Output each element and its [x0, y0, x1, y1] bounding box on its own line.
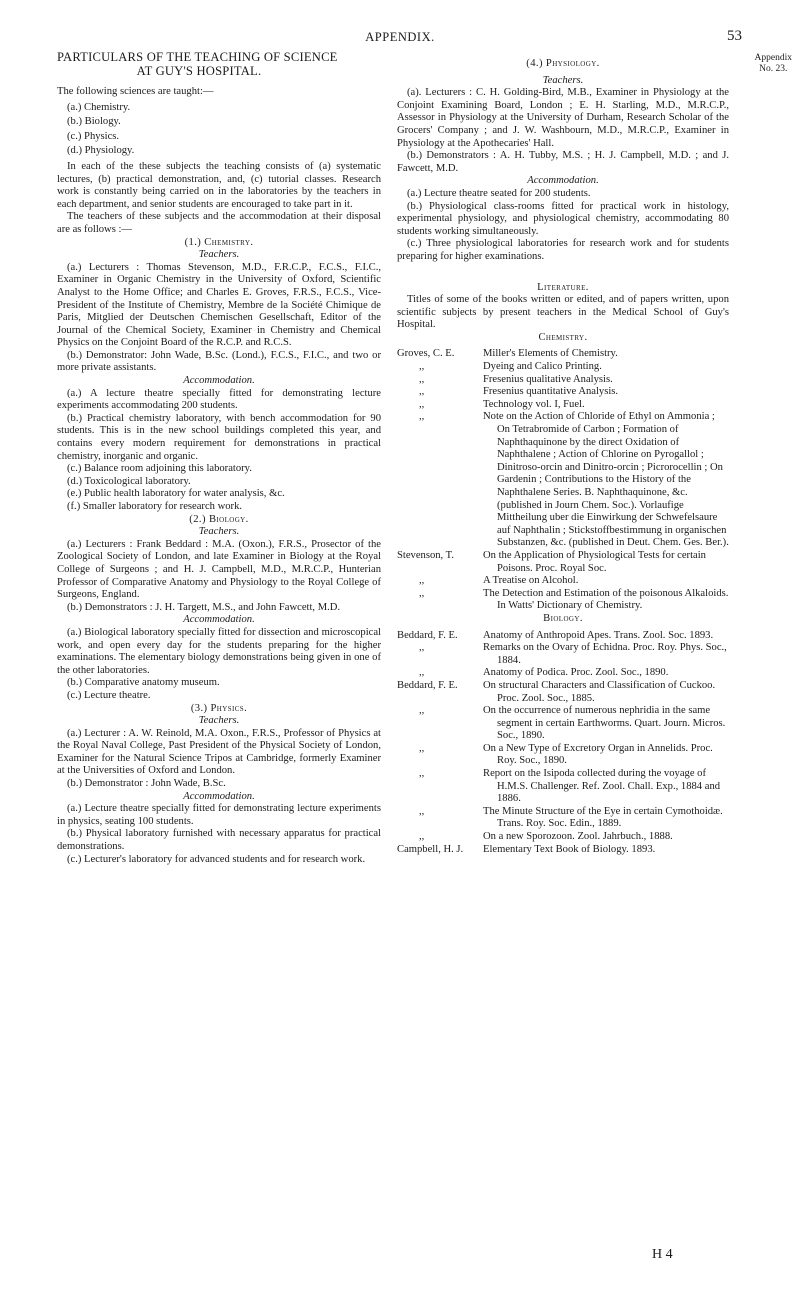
paragraph: (a.) Lecturers : Frank Beddard : M.A. (Oxon.), F.R.S., Prosector of the Zoological Society of London, and late Examiner in Biology at the Royal College of Surgeons ; and H. J. Campbell, M.D., M.R.C.P., Hunterian Professor of Comparative Anatomy and Physiology to the Royal College of Surgeons, England.	[57, 538, 381, 601]
list-item	[397, 768, 729, 806]
ref-title: On the occurrence of numerous nephridia in the same segment in certain Earthworms. Quart. Journ. Micros. Soc., 1890.	[483, 705, 726, 742]
list-item	[397, 588, 729, 613]
ref-author: Campbell, H. J.	[397, 843, 464, 855]
ref-author: ,,	[419, 742, 425, 754]
ref-author: ,,	[419, 373, 425, 385]
list-item: (d.) Physiology.	[67, 145, 135, 157]
list-item: (b.) Biology.	[67, 116, 121, 128]
section-heading-physiology: (4.) Physiology.	[526, 58, 600, 69]
list-item	[397, 575, 729, 588]
ref-title: Elementary Text Book of Biology. 1893.	[483, 843, 656, 855]
paragraph: (a.) Lecture theatre specially fitted for demonstrating lecture experiments in physics, seating 100 students.	[57, 803, 381, 827]
ref-title: A Treatise on Alcohol.	[483, 575, 579, 587]
section-heading-literature: Literature.	[537, 281, 589, 293]
ref-author: ,,	[419, 667, 425, 679]
subheading-teachers: Teachers.	[542, 74, 584, 86]
chemistry-references	[397, 348, 729, 612]
paragraph: (b.) Comparative anatomy museum.	[67, 677, 220, 689]
ref-title: Fresenius quantitative Analysis.	[483, 386, 619, 398]
paragraph: (e.) Public health laboratory for water analysis, &c.	[67, 488, 285, 500]
paragraph: (a.) Lecturer : A. W. Reinold, M.A. Oxon., F.R.S., Professor of Physics at the Royal Naval College, Past President of the Physical Society of London, Examiner for the Natural Science Tripos at Cambridge, formerly Examiner at the Universities of Oxford and London.	[57, 727, 381, 777]
paragraph: The teachers of these subjects and the accommodation at their disposal are as follows :—	[57, 211, 381, 235]
list-item	[397, 831, 729, 844]
list-item	[397, 642, 729, 667]
subheading-accommodation: Accommodation.	[183, 614, 255, 626]
ref-title: The Minute Structure of the Eye in certain Cymothoidæ. Trans. Roy. Soc. Edin., 1889.	[483, 805, 723, 830]
ref-author: Beddard, F. E.	[397, 629, 458, 641]
subheading-biology-literature: Biology.	[543, 612, 583, 624]
subheading-teachers: Teachers.	[198, 526, 240, 538]
section-heading-biology: (2.) Biology.	[189, 513, 249, 525]
section-heading-physics: (3.) Physics.	[190, 702, 248, 714]
ref-author: ,,	[419, 411, 425, 423]
ref-title: Fresenius qualitative Analysis.	[483, 373, 613, 385]
paragraph: (c.) Lecture theatre.	[67, 689, 151, 701]
ref-title: Miller's Elements of Chemistry.	[483, 348, 618, 360]
ref-author: ,,	[419, 642, 425, 654]
paragraph: (b.) Demonstrator: John Wade, B.Sc. (Lond.), F.C.S., F.I.C., and two or more private assistants.	[57, 349, 381, 374]
subheading-chemistry-literature: Chemistry.	[538, 331, 588, 343]
list-item	[397, 806, 729, 831]
paragraph: (c.) Balance room adjoining this laboratory.	[67, 463, 252, 475]
ref-author: Groves, C. E.	[397, 348, 455, 360]
list-item	[397, 411, 729, 550]
list-item	[397, 550, 729, 575]
ref-author: ,,	[419, 768, 425, 780]
paragraph: (b.) Physiological class-rooms fitted for practical work in histology, experimental physiology, and physiological chemistry, accommodating 80 students working simultaneously.	[397, 200, 729, 237]
paragraph: (d.) Toxicological laboratory.	[67, 475, 191, 487]
ref-title: Note on the Action of Chloride of Ethyl on Ammonia ; On Tetrabromide of Carbon ; Formation of Naphthaquinone by the direct Oxidation of Naphthalene ; Action of Chlorine on Pyrogallol ; Dinitroso-orcin and Dinitro-orcin ; Picrorocellin ; On Gardenin ; Contributions to the History of the Naphthalene Series. B. Naphthaquinone, &c. (published in Journ Chem. Soc.). Vorlaufige Mittheilung uber die Einwirkung der Schwefelsaure auf Naphthalin ; Stickstoffbestimmung in organischen Substanzen, &c. (published in Deut. Chem. Ges. Ber.).	[483, 411, 729, 549]
list-item	[397, 348, 729, 361]
ref-author: ,,	[419, 361, 425, 373]
ref-author: ,,	[419, 705, 425, 717]
ref-title: Anatomy of Podica. Proc. Zool. Soc., 1890.	[483, 667, 669, 679]
paragraph: (b.) Practical chemistry laboratory, with bench accommodation for 90 students. This is in the new school buildings completed this year, and contains every modern requirement for demonstrations in practical chemistry, inorganic and organic.	[57, 412, 381, 462]
intro-text: The following sciences are taught:—	[57, 86, 214, 97]
paragraph: (c.) Lecturer's laboratory for advanced students and for research work.	[67, 853, 366, 865]
ref-title: On a New Type of Excretory Organ in Annelids. Proc. Roy. Soc., 1890.	[483, 742, 713, 767]
list-item	[397, 705, 729, 743]
list-item	[397, 374, 729, 387]
list-item: (c.) Physics.	[67, 130, 120, 142]
paragraph: (b.) Demonstrator : John Wade, B.Sc.	[67, 778, 226, 790]
list-item	[397, 667, 729, 680]
subheading-teachers: Teachers.	[198, 715, 240, 727]
biology-references	[397, 630, 729, 857]
paragraph: (a). Lecturers : C. H. Golding-Bird, M.B., Examiner in Physiology at the Conjoint Examining Board, London ; E. H. Starling, M.D., M.R.C.P., Assessor in Physiology at the University of Durham, Research Scholar of the Grocers' Company ; and J. W. Washbourn, M.D., M.R.C.P., Examiner in Physiology at the Apothecaries' Hall.	[397, 87, 729, 149]
paragraph: (a.) A lecture theatre specially fitted for demonstrating lecture experiments accommodating 200 students.	[57, 387, 381, 412]
list-item	[397, 630, 729, 643]
right-column	[397, 58, 729, 856]
ref-title: Technology vol. I, Fuel.	[483, 398, 585, 410]
paragraph: (a.) Biological laboratory specially fitted for dissection and microscopical work, and open every day for the students preparing for the higher examinations. The elementary biology demonstrations being given in one of the other laboratories.	[57, 626, 381, 676]
ref-author: ,,	[419, 386, 425, 398]
list-item	[397, 844, 729, 857]
margin-note	[755, 53, 792, 75]
ref-author: ,,	[419, 831, 425, 843]
section-heading-chemistry: (1.) Chemistry.	[184, 236, 254, 248]
ref-title: On the Application of Physiological Tests for certain Poisons. Proc. Royal Soc.	[483, 549, 706, 574]
article-title-line-2: AT GUY'S HOSPITAL.	[136, 64, 262, 78]
ref-title: On structural Characters and Classification of Cuckoo. Proc. Zool. Soc., 1885.	[483, 679, 716, 704]
paragraph: (c.) Three physiological laboratories for research work and for students preparing for higher examinations.	[397, 238, 729, 262]
ref-title: Report on the Isipoda collected during the voyage of H.M.S. Challenger. Ref. Zool. Chall. Exp., 1884 and 1886.	[483, 768, 721, 805]
margin-note-line-2: No. 23.	[759, 64, 788, 74]
ref-title: The Detection and Estimation of the poisonous Alkaloids. In Watts' Dictionary of Chemistry.	[483, 587, 729, 612]
paragraph: (a.) Lecturers : Thomas Stevenson, M.D., F.R.C.P., F.C.S., F.I.C., Examiner in Organic Chemistry in the University of Oxford, Scientific Analyst to the Home Office; and Charles E. Groves, F.R.S., F.C.S., Vice-President of the Institute of Chemistry, Membre de la Société Chimique de Paris, Mitglied der Deutschen Chemischen Gesellschaft, Editor of the Journal of the Chemical Society, Examiner in Chemistry and Chemical Physics on the Conjoint Board of the R.C.P. and R.C.S.	[57, 261, 381, 349]
sciences-list	[67, 101, 381, 159]
ref-title: Remarks on the Ovary of Echidna. Proc. Roy. Phys. Soc., 1884.	[483, 642, 727, 666]
ref-author: Stevenson, T.	[397, 549, 454, 561]
ref-title: On a new Sporozoon. Zool. Jahrbuch., 1888.	[483, 831, 673, 843]
paragraph: Titles of some of the books written or edited, and of papers written, upon scientific subjects by present teachers in the Medical School of Guy's Hospital.	[397, 294, 729, 331]
list-item	[397, 743, 729, 768]
paragraph: (f.) Smaller laboratory for research work.	[67, 501, 243, 512]
ref-title: Anatomy of Anthropoid Apes. Trans. Zool. Soc. 1893.	[483, 629, 714, 641]
margin-note-line-1: Appendix	[754, 53, 792, 63]
ref-author: ,,	[419, 805, 425, 817]
ref-author: ,,	[419, 587, 425, 599]
list-item	[397, 399, 729, 412]
paragraph: (b.) Demonstrators : A. H. Tubby, M.S. ; H. J. Campbell, M.D. ; and J. Fawcett, M.D.	[397, 150, 729, 174]
list-item	[397, 386, 729, 399]
running-head: APPENDIX.	[365, 30, 435, 44]
paragraph: In each of the these subjects the teaching consists of (a) systematic lectures, (b) practical demonstration, and, (c) tutorial classes. Research work is constantly being carried on in the laboratories by the teachers in each department, and senior students are encouraged to take part in it.	[57, 160, 381, 210]
subheading-teachers: Teachers.	[198, 249, 240, 261]
subheading-accommodation: Accommodation.	[527, 175, 599, 187]
left-column	[57, 50, 381, 866]
subheading-accommodation: Accommodation.	[183, 375, 255, 387]
list-item	[397, 361, 729, 374]
article-title-line-1: PARTICULARS OF THE TEACHING OF SCIENCE	[57, 50, 338, 64]
paragraph: (b.) Demonstrators : J. H. Targett, M.S., and John Fawcett, M.D.	[67, 601, 341, 613]
ref-author: ,,	[419, 575, 425, 587]
ref-title: Dyeing and Calico Printing.	[483, 361, 602, 373]
subheading-accommodation: Accommodation.	[183, 790, 255, 802]
ref-author: ,,	[419, 398, 425, 410]
ref-author: Beddard, F. E.	[397, 679, 458, 691]
paragraph: (b.) Physical laboratory furnished with necessary apparatus for practical demonstrations.	[57, 828, 381, 853]
list-item: (a.) Chemistry.	[67, 101, 131, 113]
paragraph: (a.) Lecture theatre seated for 200 students.	[407, 187, 591, 199]
signature-mark: H 4	[652, 1247, 673, 1262]
page-number: 53	[727, 28, 742, 44]
list-item	[397, 680, 729, 705]
